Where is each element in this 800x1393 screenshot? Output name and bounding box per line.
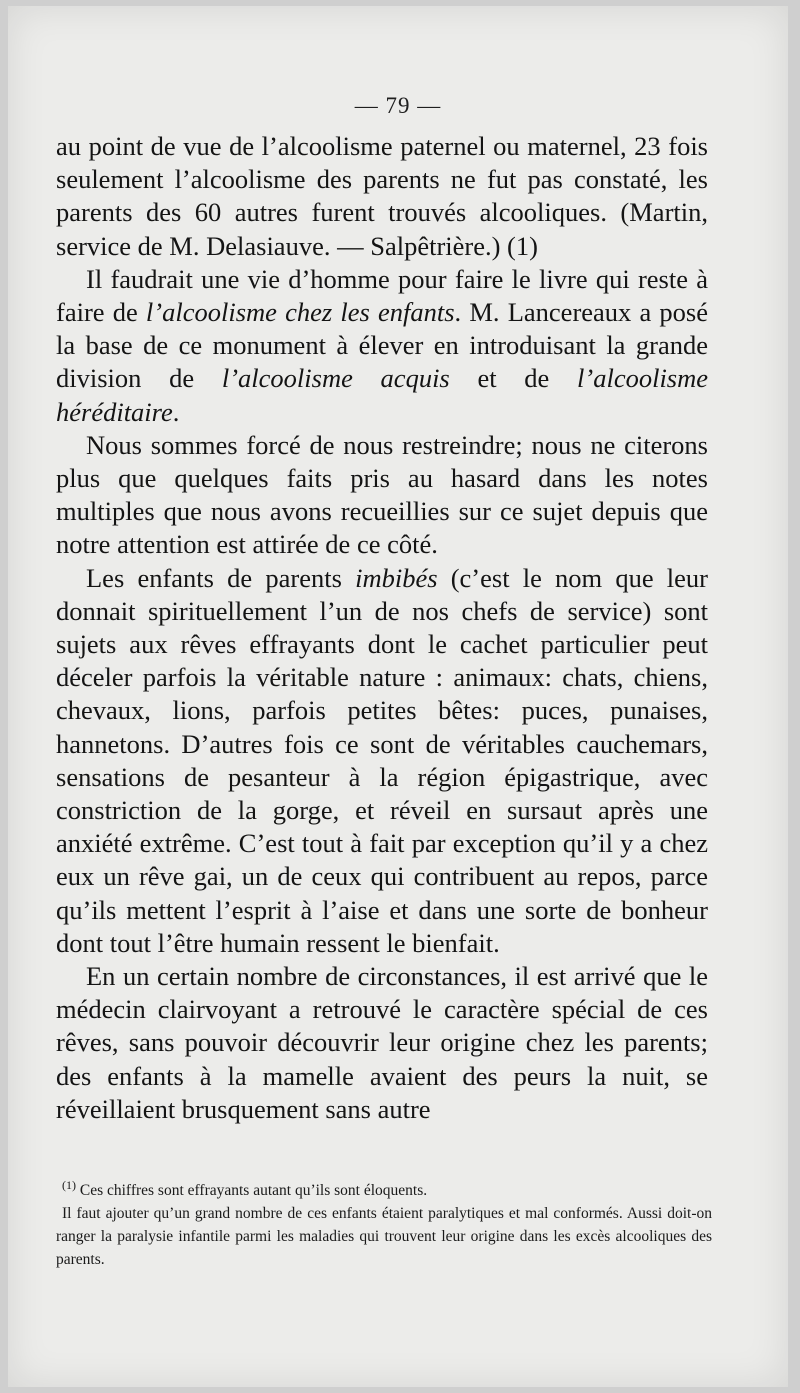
paragraph-2-text-start: Il faudrait une vie d’homme pour faire le livre qui reste à faire de [56, 263, 708, 328]
italic-alcoolisme-chez-les-enfants: l’alcoolisme chez les enfants [145, 297, 455, 328]
paragraph-4-text-rest: (c’est le nom que leur donnait spirituellement l’un de nos chefs de service) sont sujets aux rêves effrayants dont le cachet particulier peut déceler parfois la véritable nature : animaux: chats, chiens, chevaux, lions, parfois petites bêtes: puces, punaises, hannetons. D’autres fois ce sont de véritables cauchemars, sensations de pesanteur à la région épigastrique, avec constriction de la gorge, et réveil en sursaut après une anxiété extrême. C’est tout à fait par exception qu’il y a chez eux un rêve gai, un de ceux qui contribuent au repos, parce qu’ils mettent l’esprit à l’aise et dans une sorte de bonheur dont tout l’être humain ressent le bienfait. [56, 562, 708, 958]
paragraph-2-text-end: . [172, 396, 180, 427]
page-number: — 79 — [354, 93, 442, 118]
italic-alcoolisme-acquis: l’alcoolisme acquis [221, 363, 450, 394]
italic-alcoolisme-hereditaire: l’alcoolisme héréditaire [56, 363, 709, 427]
paragraph-4 [56, 562, 708, 960]
footnote-1 [56, 1174, 712, 1202]
paragraph-2-text-middle: . M. Lancereaux a posé la base de ce monument à élever en introduisant la grande division de [56, 297, 708, 394]
book-page [8, 6, 788, 1387]
footnote-mark: (1) [62, 1178, 76, 1192]
paragraph-5: En un certain nombre de circonstances, il est arrivé que le médecin clairvoyant a retrouvé le caractère spécial de ces rêves, sans pouvoir découvrir leur origine chez les parents; des enfants à la mamelle avaient des peurs la nuit, se réveillaient brusquement sans autre [56, 961, 708, 1124]
footnote-2: Il faut ajouter qu’un grand nombre de ces enfants étaient paralytiques et mal conformés. Aussi doit-on ranger la paralysie infantile parmi les maladies qui trouvent leur origine dans les excès alcooliques des parents. [56, 1205, 712, 1269]
paragraph-3: Nous sommes forcé de nous restreindre; nous ne citerons plus que quelques faits pris au hasard dans les notes multiples que nous avons recueillies sur ce sujet depuis que notre attention est attirée de ce côté. [56, 429, 708, 560]
italic-imbibes: imbibés [355, 562, 438, 593]
footnotes [56, 1174, 712, 1271]
paragraph-4-text-start: Les enfants de parents [86, 562, 356, 593]
paragraph-1: au point de vue de l’alcoolisme paternel ou maternel, 23 fois seulement l’alcoolisme des parents ne fut pas constaté, les parents des 60 autres furent trouvés alcooliques. (Martin, service de M. Delasiauve. — Salpêtrière.) (1) [56, 131, 708, 261]
footnote-1-text: Ces chiffres sont effrayants autant qu’ils sont éloquents. [76, 1182, 428, 1200]
body-text [56, 130, 708, 1126]
paragraph-2 [56, 263, 708, 429]
paragraph-2-text-and: et de [449, 363, 578, 394]
